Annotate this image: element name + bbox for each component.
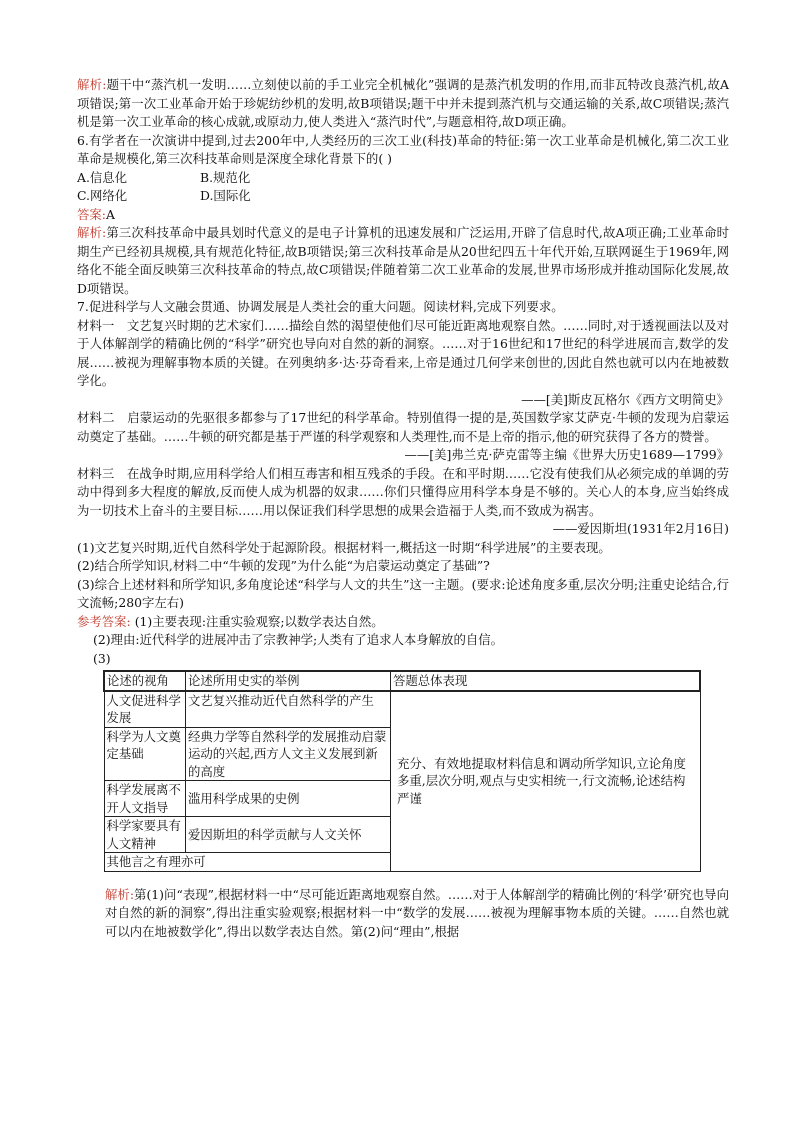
option-d: D.国际化 <box>200 188 251 203</box>
requirement-3: (3)综合上述材料和所学知识,多角度论述“科学与人文的共生”这一主题。(要求:论述角度多重,层次分明;注重史论结合,行文流畅;280字左右) <box>77 576 729 610</box>
q6-options <box>77 169 729 206</box>
table-cell-example: 经典力学等自然科学的发展推动启蒙运动的兴起,西方人文主义发展到新的高度 <box>186 727 391 781</box>
analysis-text: 题干中“蒸汽机一发明……立刻使以前的手工业完全机械化”强调的是蒸汽机发明的作用,而非瓦特改良蒸汽机,故A项错误;第一次工业革命开始于珍妮纺纱机的发明,故B项错误;题干中并未提到蒸汽机与交通运输的关系,故C项错误;蒸汽机是第一次工业革命的核心成就,或原动力,使人类进入“蒸汽时代”,与题意相符,故D项正确。 <box>77 77 729 129</box>
q6-answer <box>77 206 729 225</box>
table-header-example: 论述所用史实的举例 <box>186 671 391 691</box>
material-2: 材料二 启蒙运动的先驱很多都参与了17世纪的科学革命。特别值得一提的是,英国数学家艾萨克·牛顿的发现为启蒙运动奠定了基础。……牛顿的研究都是基于严谨的科学观察和人类理性,而不是上帝的指示,他的研究获得了各方的赞誉。 <box>77 410 729 444</box>
material-1: 材料一 文艺复兴时期的艺术家们……描绘自然的渴望使他们尽可能近距离地观察自然。……同时,对于透视画法以及对于人体解剖学的精确比例的“科学”研究也导向对自然的新的洞察。……对于16世纪和17世纪的科学进展而言,数学的发展……被视为理解事物本质的关键。在列奥纳多·达·芬奇看来,上帝是通过几何学来创世的,因此自然也就可以内在地被数学化。 <box>77 317 729 388</box>
table-cell-example: 爱因斯坦的科学贡献与人文关怀 <box>186 817 391 853</box>
table-footer: 其他言之有理亦可 <box>104 853 391 872</box>
q5-analysis <box>77 76 729 132</box>
analysis-text: 第三次科技革命中最具划时代意义的是电子计算机的迅速发展和广泛运用,开辟了信息时代,故A项正确;工业革命时期生产已经初具规模,具有规范化特征,故B项错误;第三次科技革命是从20世纪四五十年代开始,互联网诞生于1969年,网络化不能全面反映第三次科技革命的特点,故C项错误;伴随着第二次工业革命的发展,世界市场形成并推动国际化发展,故D项错误。 <box>77 225 729 296</box>
requirement-1: (1)文艺复兴时期,近代自然科学处于起源阶段。根据材料一,概括这一时期“科学进展”的主要表现。 <box>77 539 611 555</box>
table-cell-view: 科学发展离不开人文指导 <box>104 781 186 817</box>
answer-table <box>103 670 701 872</box>
reference-answer-2: (2)理由:近代科学的进展冲击了宗教神学;人类有了追求人本身解放的自信。 <box>93 632 504 647</box>
table-cell-view: 科学为人文奠定基础 <box>104 727 186 781</box>
option-c: C.网络化 <box>77 188 128 203</box>
option-b: B.规范化 <box>200 169 251 185</box>
material-2-source: ——[美]弗兰克·萨克雷等主编《世界大历史1689—1799》 <box>404 447 729 462</box>
material-3-source: ——爱因斯坦(1931年2月16日) <box>552 521 729 536</box>
reference-1-text: (1)主要表现:注重实验观察;以数学表达自然。 <box>134 613 384 629</box>
analysis-label: 解析: <box>105 886 135 902</box>
table-cell-view: 科学家要具有人文精神 <box>104 817 186 853</box>
requirement-2: (2)结合所学知识,材料二中“牛顿的发现”为什么能“为启蒙运动奠定了基础”? <box>77 558 490 573</box>
table-header-row <box>104 671 700 691</box>
q6-analysis <box>77 224 729 298</box>
page-content <box>77 76 729 941</box>
reference-answer-3: (3) <box>93 650 111 666</box>
q7-stem: 7.促进科学与人文融会贯通、协调发展是人类社会的重大问题。阅读材料,完成下列要求。 <box>77 299 564 314</box>
analysis-label: 解析: <box>77 77 107 92</box>
analysis-text: 第(1)问“表现”,根据材料一中“尽可能近距离地观察自然。……对于人体解剖学的精确比例的‘科学’研究也导向对自然的新的洞察”,得出注重实验观察;根据材料一中“数学的发展……被视为理解事物本质的关键。……自然也就可以内在地被数学化”,得出以数学表达自然。第(2)问“理由”,根据 <box>105 886 729 939</box>
q7-analysis <box>77 886 729 942</box>
answer-label: 答案: <box>77 206 106 222</box>
option-a: A.信息化 <box>77 169 128 185</box>
reference-answer-1 <box>77 613 729 632</box>
spacer <box>77 872 729 886</box>
material-1-source: ——[美]斯皮瓦格尔《西方文明简史》 <box>521 391 729 407</box>
reference-label: 参考答案: <box>77 613 131 629</box>
table-cell-view: 人文促进科学发展 <box>104 691 186 728</box>
table-cell-example: 文艺复兴推动近代自然科学的产生 <box>186 691 391 728</box>
table-cell-example: 滥用科学成果的史例 <box>186 781 391 817</box>
answer-value: A <box>105 206 115 222</box>
analysis-label: 解析: <box>77 225 107 240</box>
table-row <box>104 691 700 728</box>
q6-stem: 6.有学者在一次演讲中提到,过去200年中,人类经历的三次工业(科技)革命的特征:第一次工业革命是机械化,第二次工业革命是规模化,第三次科技革命则是深度全球化背景下的( ) <box>77 132 729 166</box>
table-header-view: 论述的视角 <box>104 671 186 691</box>
material-3: 材料三 在战争时期,应用科学给人们相互毒害和相互残杀的手段。在和平时期……它没有使我们从必须完成的单调的劳动中得到多大程度的解放,反而使人成为机器的奴隶……你们只懂得应用科学本身是不够的。关心人的本身,应当始终成为一切技术上奋斗的主要目标……用以保证我们科学思想的成果会造福于人类,而不致成为祸害。 <box>77 465 729 518</box>
table-header-overall: 答题总体表现 <box>391 671 701 691</box>
table-cell-overall: 充分、有效地提取材料信息和调动所学知识,立论角度多重,层次分明,观点与史实相统一,行文流畅,论述结构严谨 <box>391 691 701 872</box>
